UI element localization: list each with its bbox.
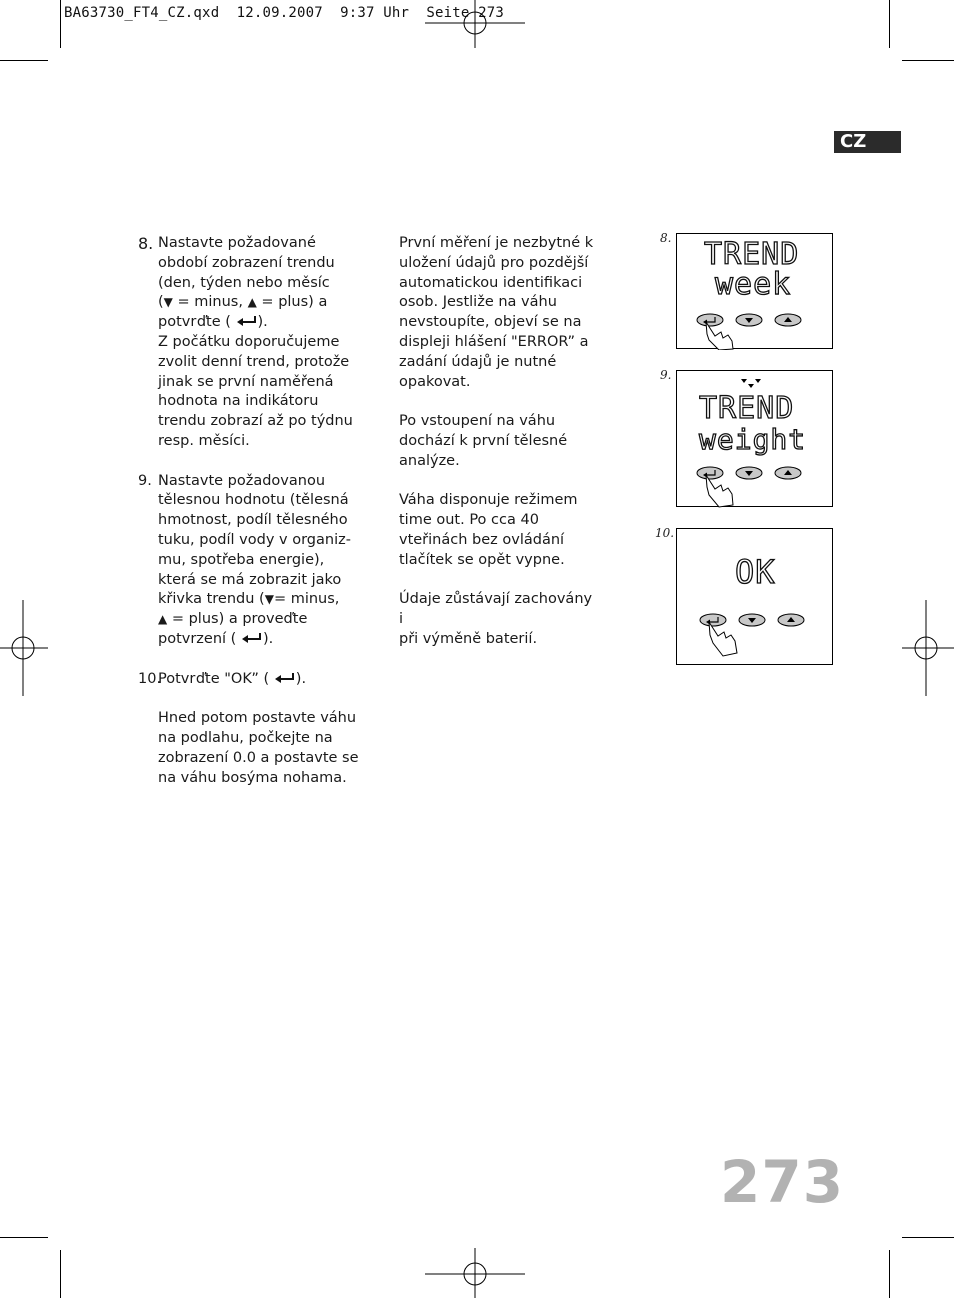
notes-column [399, 234, 599, 650]
step-number: 8. [138, 234, 154, 253]
pointing-hand-icon [706, 475, 733, 507]
text-line: (den, týden nebo měsíc [158, 274, 330, 291]
text-line: dochází k první tělesné [399, 432, 568, 449]
lcd-line: weight [699, 423, 807, 456]
figure-label: 9. [660, 368, 672, 382]
text-line: hodnota na indikátoru [158, 393, 319, 410]
text-line: (▼ = minus, ▲ = plus) a [158, 294, 328, 311]
text-line: analýze. [399, 452, 460, 469]
text-line: zobrazení 0.0 a postavte se [158, 749, 359, 766]
text-line: při výměně baterií. [399, 630, 538, 647]
text-line: Nastavte požadovanou [158, 472, 326, 489]
step-9 [138, 472, 373, 650]
text-line: která se má zobrazit jako [158, 571, 342, 588]
step-8 [138, 234, 373, 452]
crop-mark [60, 0, 61, 48]
down-button-icon [736, 314, 762, 326]
text-line: tělesnou hodnotu (tělesná [158, 492, 349, 509]
text-line: trendu zobrazí až po týdnu [158, 413, 353, 430]
text-line: na váhu bosýma nohama. [158, 769, 347, 786]
text-line: Váha disponuje režimem [399, 492, 578, 509]
language-badge: CZ [834, 131, 901, 153]
lcd-line: TREND [699, 391, 795, 426]
text-line: mu, spotřeba energie), [158, 551, 325, 568]
display-figure-9 [676, 370, 833, 507]
step-number: 10. [138, 670, 162, 687]
step-10 [138, 670, 373, 789]
figure-label: 8. [660, 231, 672, 245]
up-button-icon [775, 314, 801, 326]
text-line: hmotnost, podíl tělesného [158, 512, 348, 529]
text-line: jinak se první naměřená [158, 373, 334, 390]
down-button-icon [736, 467, 762, 479]
down-triangle-icon: ▼ [163, 295, 173, 310]
text-line: Potvrďte "OK” ( ). [158, 670, 307, 687]
text-line: křivka trendu (▼= minus, [158, 591, 340, 608]
text-line: automatickou identifikaci [399, 274, 583, 291]
text-line: tuku, podíl vody v organiz- [158, 531, 351, 548]
crop-mark [60, 1250, 61, 1298]
up-triangle-icon: ▲ [158, 612, 168, 627]
enter-button-icon [697, 467, 723, 479]
enter-arrow-icon [241, 632, 263, 644]
text-line: Z počátku doporučujeme [158, 333, 340, 350]
text-line: potvrďte ( ). [158, 314, 268, 331]
text-line: Údaje zůstávají zachovány i [399, 591, 593, 628]
registration-mark-icon [425, 0, 525, 48]
display-figure-10 [676, 528, 833, 665]
text-line: Nastavte požadované [158, 235, 316, 251]
text-line: Hned potom postavte váhu [158, 710, 357, 727]
text-line: potvrzení ( ). [158, 630, 274, 647]
crop-mark [902, 1237, 954, 1238]
text-line: resp. měsíci. [158, 432, 250, 449]
text-line: displeji hlášení "ERROR” a [399, 333, 589, 350]
crop-mark [889, 0, 890, 48]
pointing-hand-icon [709, 622, 737, 656]
lcd-line: week [715, 267, 792, 302]
down-triangle-icon: ▼ [264, 592, 274, 607]
text-line: tlačítek se opět vypne. [399, 551, 565, 568]
enter-button-icon [697, 314, 723, 326]
lcd-line: OK [735, 553, 776, 591]
enter-arrow-icon [274, 672, 296, 684]
lcd-line: TREND [704, 237, 800, 272]
text-line: na podlahu, počkejte na [158, 729, 333, 746]
up-triangle-icon: ▲ [247, 295, 257, 310]
up-button-icon [775, 467, 801, 479]
text-line: Po vstoupení na váhu [399, 413, 556, 430]
text-line: uložení údajů pro pozdější [399, 254, 589, 271]
enter-button-icon [700, 614, 726, 626]
page-number: 273 [720, 1148, 845, 1216]
up-button-icon [778, 614, 804, 626]
crop-mark [889, 1250, 890, 1298]
text-line: období zobrazení trendu [158, 254, 335, 271]
down-button-icon [739, 614, 765, 626]
figure-label: 10. [655, 526, 675, 540]
text-line: zadání údajů je nutné [399, 353, 557, 370]
text-line: nevstoupíte, objeví se na [399, 314, 582, 331]
text-line: ▲ = plus) a proveďte [158, 611, 308, 628]
text-line: zvolit denní trend, protože [158, 353, 350, 370]
instructions-column [138, 234, 373, 788]
enter-arrow-icon [236, 315, 258, 327]
file-slug: BA63730_FT4_CZ.qxd 12.09.2007 9:37 Uhr Seite 273 [64, 5, 505, 21]
crop-mark [0, 60, 48, 61]
step-number: 9. [138, 472, 152, 489]
registration-mark-icon [902, 600, 954, 696]
text-line: vteřinách bez ovládání [399, 531, 565, 548]
registration-mark-icon [0, 600, 48, 696]
text-line: time out. Po cca 40 [399, 512, 539, 529]
crop-mark [902, 60, 954, 61]
crop-mark [0, 1237, 48, 1238]
text-line: První měření je nezbytné k [399, 235, 594, 251]
text-line: osob. Jestliže na váhu [399, 294, 557, 311]
text-line: opakovat. [399, 373, 471, 390]
registration-mark-icon [425, 1248, 525, 1298]
display-figure-8 [676, 233, 833, 349]
